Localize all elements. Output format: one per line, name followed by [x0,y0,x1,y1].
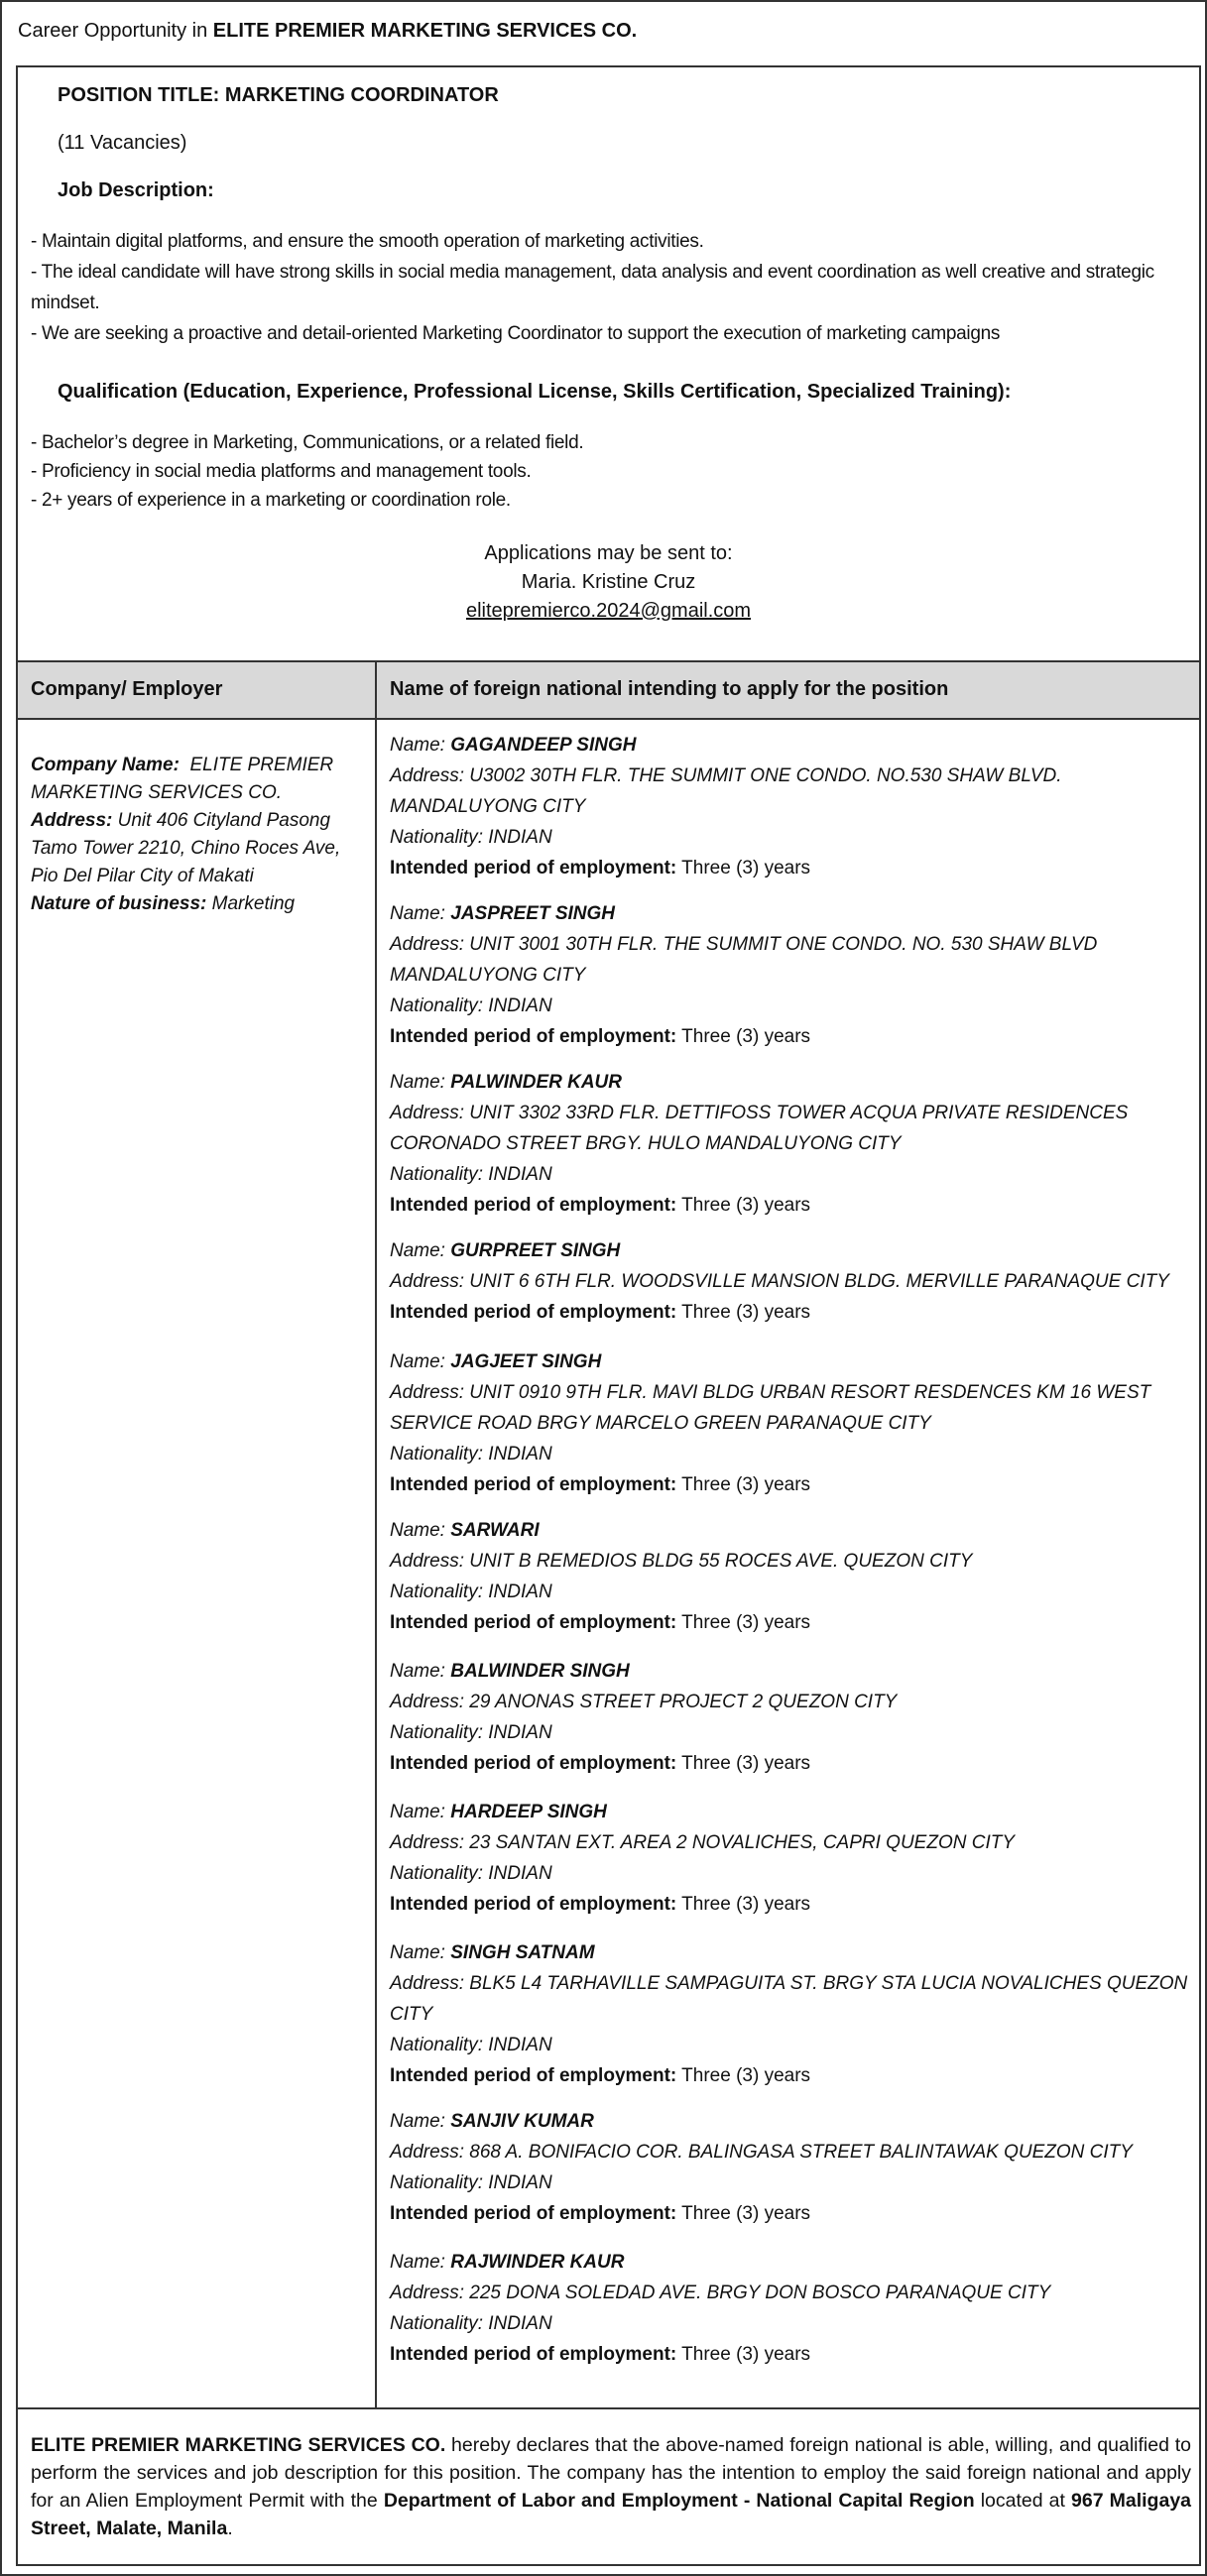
table-header [18,660,1199,720]
applicant-address-label: Address: [390,1551,470,1572]
applicant-period-label: Intended period of employment: [390,1894,677,1915]
applicant-nationality: INDIAN [488,1444,552,1464]
applicant-period-line [390,2339,1193,2370]
applicant-name-label: Name: [390,1942,451,1963]
applicant-address: UNIT 3001 30TH FLR. THE SUMMIT ONE CONDO. NO. 530 SHAW BLVD MANDALUYONG CITY [390,934,1098,986]
posting-frame [16,65,1201,2566]
applicant-period-label: Intended period of employment: [390,1612,677,1633]
applicant-period-label: Intended period of employment: [390,1302,677,1323]
footer-text-1: hereby declares that the above-named foreign national is able, willing, and qualified to perform the services and job description for this position. The company has the intention to employ the said foreign national and apply for an Alien Employment Permit with the [31,2434,1191,2512]
job-description-title: Job Description: [58,179,214,201]
applicant-nationality-line [390,1577,1193,1607]
applicant-entry [390,1235,1193,1328]
applicant-name-line [390,2106,1193,2137]
applicant-address: U3002 30TH FLR. THE SUMMIT ONE CONDO. NO.530 SHAW BLVD. MANDALUYONG CITY [390,765,1062,817]
applicant-address-line [390,1546,1193,1577]
applicant-period: Three (3) years [681,2203,811,2224]
column-divider [375,660,377,2407]
declaration-text [31,2431,1191,2542]
applicant-address-line [390,1266,1193,1297]
application-contact [18,539,1199,626]
applicant-name-line [390,1067,1193,1098]
applicant-address-label: Address: [390,934,470,955]
applicant-address-label: Address: [390,1832,470,1853]
company-info-cell [31,752,368,918]
applicant-nationality-line [390,2308,1193,2339]
job-description-item: - We are seeking a proactive and detail-oriented Marketing Coordinator to support the execution of marketing campaigns [31,323,1001,344]
applicant-period-line [390,2060,1193,2091]
applicant-name: HARDEEP SINGH [450,1802,607,1822]
applicant-period-label: Intended period of employment: [390,2344,677,2365]
company-address-label: Address: [31,810,113,831]
applicant-name-line [390,1797,1193,1827]
applicant-period-label: Intended period of employment: [390,1753,677,1774]
applicant-name-label: Name: [390,1802,451,1822]
position-title: POSITION TITLE: MARKETING COORDINATOR [58,84,499,106]
applicant-nationality-line [390,822,1193,853]
applicant-name: SANJIV KUMAR [450,2111,594,2132]
applicant-period-line [390,1889,1193,1920]
company-address: Unit 406 Cityland Pasong Tamo Tower 2210, Chino Roces Ave, Pio Del Pilar City of Makati [31,810,341,886]
applicant-nationality-label: Nationality: [390,1722,489,1743]
footer-end: . [227,2517,233,2539]
header-prefix: Career Opportunity in [18,20,213,42]
applicant-address: 29 ANONAS STREET PROJECT 2 QUEZON CITY [469,1692,898,1712]
header-company: ELITE PREMIER MARKETING SERVICES CO. [212,20,638,42]
applicant-entry [390,1515,1193,1638]
applicant-name-line [390,1515,1193,1546]
applicant-address-line [390,1827,1193,1858]
applicant-name-line [390,730,1193,761]
footer-text-2: located at [974,2490,1072,2512]
business-type: Marketing [211,893,296,914]
apply-email-link[interactable]: elitepremierco.2024@gmail.com [465,600,752,622]
qualification-item: - Bachelor’s degree in Marketing, Communications, or a related field. [31,432,584,453]
applicant-nationality-label: Nationality: [390,2172,489,2193]
applicant-period: Three (3) years [681,1753,811,1774]
page-header [18,20,637,43]
applicant-address-label: Address: [390,2283,470,2303]
applicant-nationality: INDIAN [488,827,552,848]
footer-department: Department of Labor and Employment - National Capital Region [383,2490,975,2512]
applicant-name: JAGJEET SINGH [450,1351,602,1372]
applicant-address-line [390,2137,1193,2167]
applicant-nationality-label: Nationality: [390,2313,489,2334]
applicant-address-line [390,1377,1193,1439]
applicant-address: 225 DONA SOLEDAD AVE. BRGY DON BOSCO PARANAQUE CITY [469,2283,1051,2303]
applicant-entry [390,730,1193,883]
applicant-period-line [390,1021,1193,1052]
applicant-name: GURPREET SINGH [450,1240,621,1261]
applicant-name: GAGANDEEP SINGH [450,735,637,756]
applicant-name-line [390,1235,1193,1266]
applicant-nationality: INDIAN [488,2172,552,2193]
applicant-name: SINGH SATNAM [450,1942,595,1963]
applicant-name: BALWINDER SINGH [450,1661,630,1682]
applicant-name: SARWARI [450,1520,540,1541]
applicant-nationality: INDIAN [488,1863,552,1884]
applicant-address: 868 A. BONIFACIO COR. BALINGASA STREET BALINTAWAK QUEZON CITY [469,2142,1133,2163]
applicant-address: 23 SANTAN EXT. AREA 2 NOVALICHES, CAPRI QUEZON CITY [469,1832,1016,1853]
applicant-entry [390,1656,1193,1779]
applicant-period-line [390,1190,1193,1221]
applicant-nationality-line [390,1717,1193,1748]
applicant-period-label: Intended period of employment: [390,858,677,878]
applicant-name-line [390,1937,1193,1968]
applicant-address-label: Address: [390,1103,470,1123]
applicant-address: BLK5 L4 TARHAVILLE SAMPAGUITA ST. BRGY STA LUCIA NOVALICHES QUEZON CITY [390,1973,1188,2025]
applicant-nationality: INDIAN [488,995,552,1016]
applicant-period-line [390,1469,1193,1500]
applicant-entry [390,1067,1193,1221]
applicant-address-line [390,1098,1193,1159]
applicant-name-label: Name: [390,1661,451,1682]
applicant-period: Three (3) years [681,2065,811,2086]
applicant-address-line [390,2278,1193,2308]
applicant-entry [390,1347,1193,1500]
applicant-name-label: Name: [390,1520,451,1541]
applicant-nationality-line [390,2030,1193,2060]
applicant-period: Three (3) years [681,2344,811,2365]
column-header-company: Company/ Employer [31,678,223,700]
applicant-nationality-label: Nationality: [390,995,489,1016]
applicant-nationality-label: Nationality: [390,1444,489,1464]
applicant-period-line [390,1748,1193,1779]
applicant-address: UNIT 3302 33RD FLR. DETTIFOSS TOWER ACQUA PRIVATE RESIDENCES CORONADO STREET BRGY. HULO MANDALUYONG CITY [390,1103,1129,1154]
applicant-nationality: INDIAN [488,1164,552,1185]
qualification-list [31,428,1181,515]
company-name: ELITE PREMIER MARKETING SERVICES CO. [31,755,334,803]
applicant-entry [390,2247,1193,2370]
applicant-address: UNIT 0910 9TH FLR. MAVI BLDG URBAN RESORT RESDENCES KM 16 WEST SERVICE ROAD BRGY MARCELO GREEN PARANAQUE CITY [390,1382,1151,1434]
applicant-nationality-label: Nationality: [390,1863,489,1884]
applicant-entry [390,2106,1193,2229]
footer-location: 967 Maligaya Street, Malate, Manila [31,2490,1192,2539]
applicant-entry [390,898,1193,1052]
applicant-name-label: Name: [390,1351,451,1372]
apply-label: Applications may be sent to: [484,542,733,564]
applicant-name-line [390,898,1193,929]
applicant-period: Three (3) years [681,1026,811,1047]
applicant-address-line [390,1968,1193,2030]
applicant-nationality: INDIAN [488,2035,552,2055]
applicant-period-label: Intended period of employment: [390,1195,677,1216]
applicant-name-line [390,1347,1193,1377]
applicant-name-line [390,2247,1193,2278]
applicant-address-label: Address: [390,1973,470,1994]
applicant-address-label: Address: [390,2142,470,2163]
applicant-nationality-line [390,1159,1193,1190]
column-header-applicant: Name of foreign national intending to apply for the position [390,678,949,700]
applicant-name-label: Name: [390,1240,451,1261]
applicant-nationality: INDIAN [488,1581,552,1602]
qualification-item: - Proficiency in social media platforms and management tools. [31,461,532,482]
applicant-period: Three (3) years [681,1612,811,1633]
applicant-period-label: Intended period of employment: [390,1474,677,1495]
applicant-nationality-line [390,1439,1193,1469]
applicant-name: JASPREET SINGH [450,903,616,924]
applicant-address-label: Address: [390,1271,470,1292]
applicant-address-label: Address: [390,765,470,786]
applicant-name-label: Name: [390,735,451,756]
apply-contact-name: Maria. Kristine Cruz [521,571,696,593]
job-description-item: - The ideal candidate will have strong skills in social media management, data analysis and event coordination as well creative and strategic mindset. [31,262,1154,313]
applicant-period-line [390,853,1193,883]
applicant-name-label: Name: [390,2252,451,2273]
applicant-period-label: Intended period of employment: [390,1026,677,1047]
job-description-item: - Maintain digital platforms, and ensure the smooth operation of marketing activities. [31,231,704,252]
applicant-nationality-label: Nationality: [390,1581,489,1602]
applicant-nationality-line [390,1858,1193,1889]
applicant-period: Three (3) years [681,1302,811,1323]
applicant-period: Three (3) years [681,1195,811,1216]
business-label: Nature of business: [31,893,207,914]
applicant-name-label: Name: [390,2111,451,2132]
qualification-title: Qualification (Education, Experience, Professional License, Skills Certification, Specialized Training): [58,381,1012,403]
applicant-nationality: INDIAN [488,1722,552,1743]
applicant-period-line [390,1297,1193,1328]
applicant-nationality-line [390,2167,1193,2198]
applicant-name: PALWINDER KAUR [450,1072,623,1093]
applicant-address-label: Address: [390,1692,470,1712]
applicant-period: Three (3) years [681,1894,811,1915]
job-description-list [31,226,1181,349]
applicant-address-line [390,761,1193,822]
applicant-address: UNIT B REMEDIOS BLDG 55 ROCES AVE. QUEZON CITY [469,1551,973,1572]
applicant-entry [390,1797,1193,1920]
applicant-period: Three (3) years [681,858,811,878]
applicant-address-label: Address: [390,1382,470,1403]
applicant-nationality-label: Nationality: [390,2035,489,2055]
applicant-nationality-label: Nationality: [390,1164,489,1185]
applicant-name-line [390,1656,1193,1687]
applicant-entry [390,1937,1193,2091]
applicant-period-label: Intended period of employment: [390,2203,677,2224]
applicant-period-label: Intended period of employment: [390,2065,677,2086]
applicant-name-label: Name: [390,1072,451,1093]
vacancies-count: (11 Vacancies) [58,132,187,154]
qualification-item: - 2+ years of experience in a marketing or coordination role. [31,490,511,511]
company-name-label: Company Name: [31,755,180,775]
position-section [18,67,1199,660]
applicant-nationality-label: Nationality: [390,827,489,848]
applicant-period-line [390,2198,1193,2229]
applicant-name: RAJWINDER KAUR [450,2252,625,2273]
applicant-nationality: INDIAN [488,2313,552,2334]
declaration-footer [18,2407,1199,2568]
footer-company: ELITE PREMIER MARKETING SERVICES CO. [31,2434,446,2456]
applicant-address-line [390,1687,1193,1717]
applicant-name-label: Name: [390,903,451,924]
applicant-nationality-line [390,991,1193,1021]
applicant-address-line [390,929,1193,991]
applicant-period: Three (3) years [681,1474,811,1495]
applicant-address: UNIT 6 6TH FLR. WOODSVILLE MANSION BLDG. MERVILLE PARANAQUE CITY [469,1271,1169,1292]
applicant-period-line [390,1607,1193,1638]
